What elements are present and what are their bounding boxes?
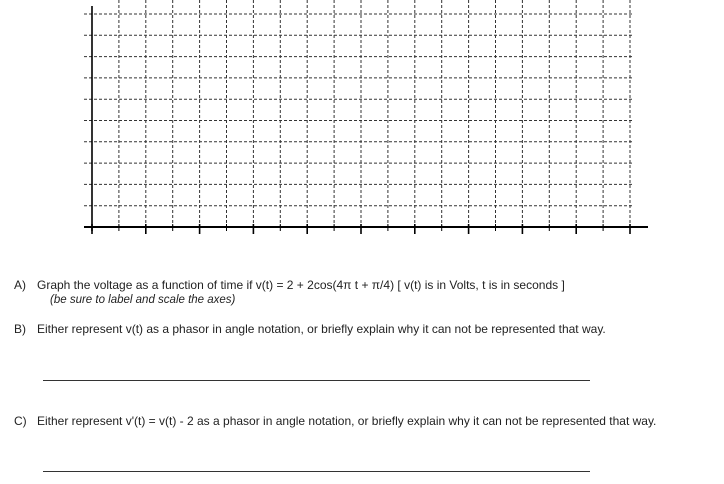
question-a-note: (be sure to label and scale the axes): [50, 294, 236, 306]
question-b-letter: B): [14, 322, 26, 336]
question-b-text: Either represent v(t) as a phasor in angle notation, or briefly explain why it can not be represented that way.: [37, 322, 606, 336]
answer-line-c[interactable]: [43, 471, 590, 472]
question-c-text: Either represent v'(t) = v(t) - 2 as a phasor in angle notation, or briefly explain why it can not be represented that way.: [37, 414, 657, 428]
question-c: [14, 414, 656, 428]
answer-line-b[interactable]: [43, 380, 590, 381]
question-a-letter: A): [14, 278, 26, 292]
question-a-text: Graph the voltage as a function of time if v(t) = 2 + 2cos(4π t + π/4) [ v(t) is in Volts, t is in seconds ]: [37, 278, 565, 292]
question-c-letter: C): [14, 414, 27, 428]
question-a: [14, 278, 565, 292]
question-b: [14, 322, 606, 336]
